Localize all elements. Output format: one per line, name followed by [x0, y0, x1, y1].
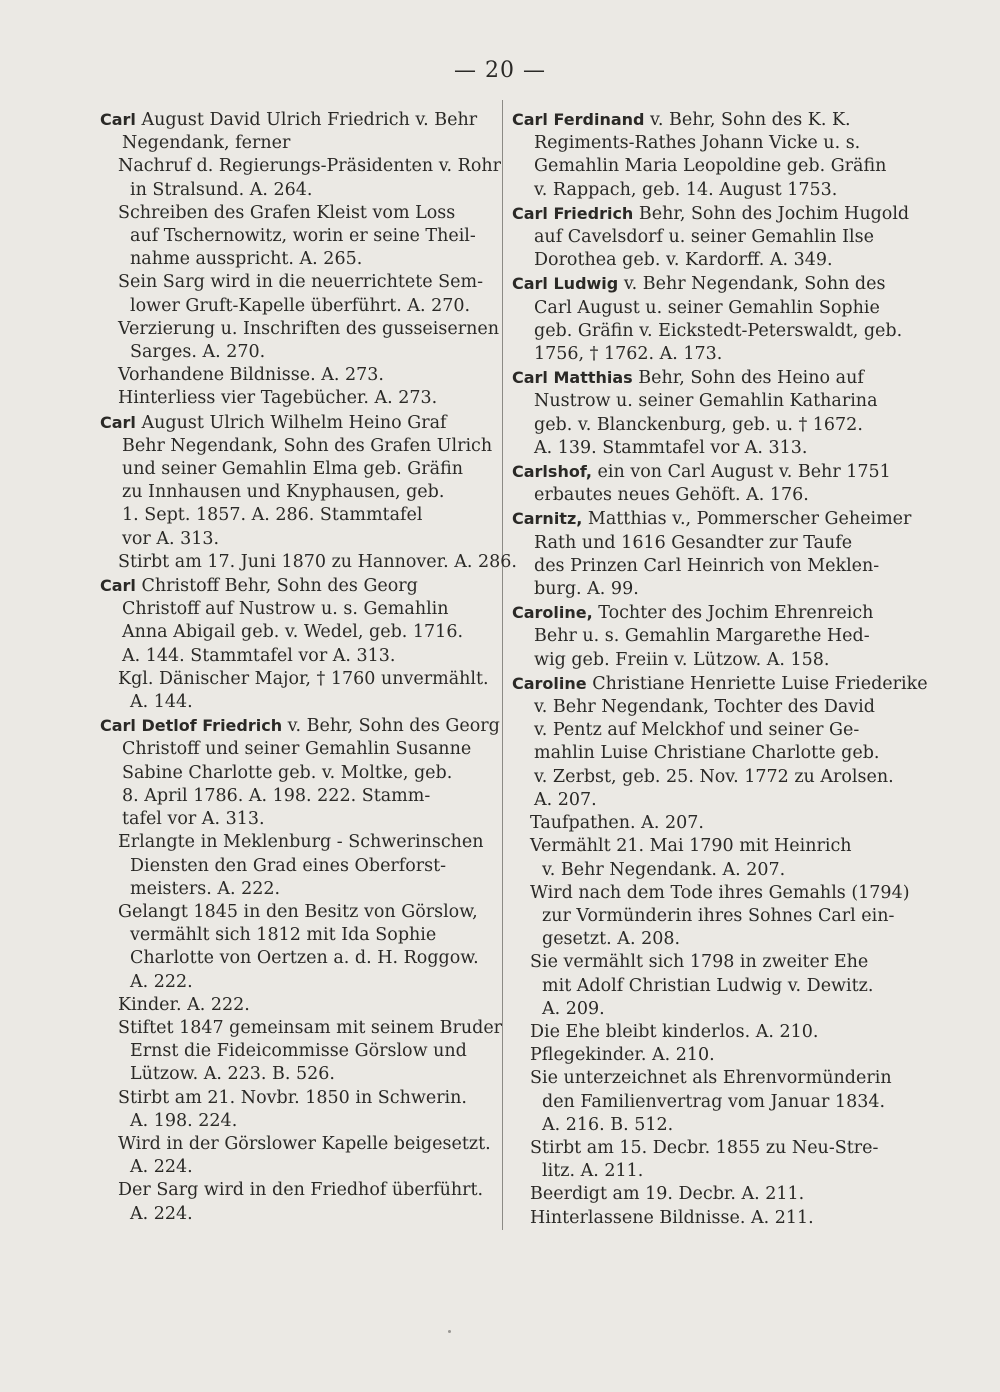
entry-continuation-line: Sabine Charlotte geb. v. Moltke, geb. — [122, 762, 453, 783]
sub-entry-line: Beerdigt am 19. Decbr. A. 211. — [530, 1184, 805, 1205]
entry-continuation-line: Christoff auf Nustrow u. s. Gemahlin — [122, 599, 449, 620]
sub-entry — [100, 271, 500, 317]
sub-entry-line: A. 224. — [130, 1157, 193, 1178]
sub-entry-line: Sein Sarg wird in die neuerrichtete Sem- — [118, 272, 484, 293]
entry-first-line — [512, 108, 932, 132]
entry-first-line — [512, 460, 932, 484]
entry-continuation-line: erbautes neues Gehöft. A. 176. — [534, 485, 809, 506]
entry-continuation-line: auf Cavelsdorf u. seiner Gemahlin Ilse — [534, 227, 874, 248]
sub-entry-line: Lützow. A. 223. B. 526. — [130, 1064, 335, 1085]
entry-continuation-line: tafel vor A. 313. — [122, 809, 265, 830]
sub-entry-line: Stiftet 1847 gemeinsam mit seinem Bruder — [118, 1017, 503, 1038]
sub-entry-line: Vermählt 21. Mai 1790 mit Heinrich — [530, 836, 852, 857]
sub-entry — [100, 387, 500, 410]
sub-entry-line: A. 198. 224. — [130, 1110, 238, 1131]
sub-entry-line: nahme ausspricht. A. 265. — [130, 249, 363, 270]
index-entry — [512, 202, 932, 273]
entry-headword: Carl — [100, 576, 136, 596]
entry-continuation-line: Behr Negendank, Sohn des Grafen Ulrich — [122, 435, 493, 456]
entry-continuation-line: A. 144. Stammtafel vor A. 313. — [122, 645, 396, 666]
index-entry — [512, 460, 932, 507]
sub-entry — [512, 1044, 932, 1067]
entry-continuation-line: A. 139. Stammtafel vor A. 313. — [534, 437, 808, 458]
index-entry — [100, 108, 500, 155]
entry-continuation-line: 8. April 1786. A. 198. 222. Stamm- — [122, 785, 431, 806]
sub-entry-line: Nachruf d. Regierungs-Präsidenten v. Rohr — [118, 156, 502, 177]
index-entry — [512, 672, 932, 812]
sub-entry-line: Kinder. A. 222. — [118, 994, 250, 1015]
sub-entry-line: Wird nach dem Tode ihres Gemahls (1794) — [530, 882, 910, 903]
entry-first-line — [512, 366, 932, 390]
sub-entry — [100, 668, 500, 714]
index-entry — [100, 574, 500, 668]
entry-continuation-line: geb. Gräfin v. Eickstedt-Peterswaldt, geb. — [534, 320, 903, 341]
sub-entry-line: Stirbt am 15. Decbr. 1855 zu Neu-Stre- — [530, 1137, 879, 1158]
sub-entry — [100, 831, 500, 901]
entry-continuation-line: mahlin Luise Christiane Charlotte geb. — [534, 743, 880, 764]
sub-entry — [512, 1207, 932, 1230]
sub-entry — [512, 1067, 932, 1137]
entry-first-line — [512, 272, 932, 296]
entry-headword: Carl — [100, 110, 136, 129]
entry-continuation-line: v. Behr Negendank, Tochter des David — [534, 697, 875, 718]
sub-entry-line: A. 144. — [130, 692, 193, 713]
sub-entry — [512, 835, 932, 881]
sub-entry-line: Stirbt am 17. Juni 1870 zu Hannover. A. 286. — [118, 551, 517, 572]
entry-continuation-line: und seiner Gemahlin Elma geb. Gräfin — [122, 459, 464, 480]
right-column — [512, 108, 932, 1230]
sub-entry-line: Ernst die Fideicommisse Görslow und — [130, 1041, 467, 1062]
entry-continuation-line: A. 207. — [534, 789, 597, 810]
sub-entry — [512, 882, 932, 952]
sub-entry-line: Schreiben des Grafen Kleist vom Loss — [118, 202, 456, 223]
sub-entry-line: Pflegekinder. A. 210. — [530, 1045, 715, 1066]
entry-continuation-line: Carl August u. seiner Gemahlin Sophie — [534, 297, 880, 318]
sub-entry-line: v. Behr Negendank. A. 207. — [542, 859, 786, 880]
sub-entry-line: Hinterliess vier Tagebücher. A. 273. — [118, 388, 438, 409]
entry-continuation-line: Rath und 1616 Gesandter zur Taufe — [534, 532, 853, 553]
entry-continuation-line: burg. A. 99. — [534, 579, 639, 600]
sub-entry — [100, 364, 500, 387]
sub-entry-line: Erlangte in Meklenburg - Schwerinschen — [118, 832, 484, 853]
sub-entry-line: meisters. A. 222. — [130, 878, 281, 899]
entry-continuation-line: zu Innhausen und Knyphausen, geb. — [122, 482, 445, 503]
sub-entry-line: auf Tschernowitz, worin er seine Theil- — [130, 226, 476, 247]
column-divider — [502, 100, 503, 1230]
sub-entry-line: in Stralsund. A. 264. — [130, 179, 313, 200]
entry-continuation-line: des Prinzen Carl Heinrich von Meklen- — [534, 555, 880, 576]
entry-headword: Carl Friedrich — [512, 203, 634, 223]
sub-entry — [100, 318, 500, 364]
entry-text: Behr, Sohn des Heino auf — [632, 368, 864, 389]
entry-first-line — [100, 574, 500, 598]
entry-text: Matthias v., Pommerscher Geheimer — [582, 509, 912, 530]
sub-entry-line: Sarges. A. 270. — [130, 342, 266, 363]
entry-continuation-line: Nustrow u. seiner Gemahlin Katharina — [534, 391, 878, 412]
entry-continuation-line: vor A. 313. — [122, 528, 220, 549]
sub-entry — [512, 812, 932, 835]
sub-entry-line: mit Adolf Christian Ludwig v. Dewitz. — [542, 975, 874, 996]
entry-first-line — [512, 601, 932, 625]
page-number: — 20 — — [454, 58, 546, 83]
entry-text: Tochter des Jochim Ehrenreich — [592, 603, 874, 624]
entry-continuation-line: Gemahlin Maria Leopoldine geb. Gräfin — [534, 156, 887, 177]
sub-entry — [100, 901, 500, 994]
entry-first-line — [100, 411, 500, 435]
sub-entry-line: zur Vormünderin ihres Sohnes Carl ein- — [542, 905, 895, 926]
sub-entry-line: Taufpathen. A. 207. — [530, 813, 704, 834]
sub-entry — [512, 1021, 932, 1044]
entry-headword: Carl Matthias — [512, 368, 633, 388]
entry-continuation-line: Behr u. s. Gemahlin Margarethe Hed- — [534, 626, 870, 647]
entry-headword: Carnitz, — [512, 509, 583, 529]
index-entry — [512, 108, 932, 202]
sub-entry — [100, 155, 500, 201]
entry-text: v. Behr, Sohn des Georg — [282, 716, 500, 737]
sub-entry-line: den Familienvertrag vom Januar 1834. — [542, 1091, 886, 1112]
entry-text: Christoff Behr, Sohn des Georg — [135, 576, 418, 597]
entry-headword: Carl Ludwig — [512, 274, 619, 294]
entry-headword: Carl Detlof Friedrich — [100, 716, 283, 736]
entry-first-line — [512, 672, 932, 696]
entry-continuation-line: Anna Abigail geb. v. Wedel, geb. 1716. — [122, 622, 464, 643]
sub-entry-line: gesetzt. A. 208. — [542, 929, 681, 950]
entry-text: ein von Carl August v. Behr 1751 — [591, 462, 891, 483]
entry-first-line — [100, 108, 500, 132]
entry-text: Behr, Sohn des Jochim Hugold — [633, 203, 910, 224]
entry-continuation-line: Negendank, ferner — [122, 133, 291, 154]
entry-continuation-line: v. Zerbst, geb. 25. Nov. 1772 zu Arolsen. — [534, 766, 894, 787]
sub-entry-line: lower Gruft-Kapelle überführt. A. 270. — [130, 295, 471, 316]
entry-headword: Carl Ferdinand — [512, 110, 645, 129]
sub-entry-line: Die Ehe bleibt kinderlos. A. 210. — [530, 1021, 819, 1042]
entry-text: v. Behr, Sohn des K. K. — [644, 110, 851, 130]
entry-continuation-line: Dorothea geb. v. Kardorff. A. 349. — [534, 250, 833, 271]
entry-text: Christiane Henriette Luise Friederike — [586, 673, 928, 694]
sub-entry-line: A. 209. — [542, 998, 605, 1019]
entry-continuation-line: Regiments-Rathes Johann Vicke u. s. — [534, 133, 861, 154]
entry-continuation-line: wig geb. Freiin v. Lützow. A. 158. — [534, 649, 830, 670]
sub-entry-line: Kgl. Dänischer Major, † 1760 unvermählt. — [118, 668, 489, 689]
entry-continuation-line: 1756, † 1762. A. 173. — [534, 344, 723, 365]
sub-entry-line: vermählt sich 1812 mit Ida Sophie — [130, 925, 437, 946]
sub-entry-line: Sie vermählt sich 1798 in zweiter Ehe — [530, 952, 869, 973]
index-entry — [512, 366, 932, 460]
entry-first-line — [512, 507, 932, 531]
sub-entry-line: A. 222. — [130, 971, 193, 992]
entry-first-line — [100, 714, 500, 738]
entry-headword: Caroline, — [512, 603, 593, 623]
entry-headword: Carl — [100, 412, 136, 432]
index-entry — [512, 272, 932, 366]
entry-text: August Ulrich Wilhelm Heino Graf — [135, 412, 447, 433]
print-speck — [448, 1330, 451, 1333]
entry-headword: Carlshof, — [512, 462, 592, 482]
entry-first-line — [512, 202, 932, 226]
sub-entry-line: Vorhandene Bildnisse. A. 273. — [118, 365, 384, 386]
entry-continuation-line: v. Rappach, geb. 14. August 1753. — [534, 179, 838, 200]
sub-entry-line: litz. A. 211. — [542, 1161, 644, 1182]
index-entry — [100, 714, 500, 831]
sub-entry — [100, 1133, 500, 1179]
sub-entry-line: Charlotte von Oertzen a. d. H. Roggow. — [130, 948, 479, 969]
left-column — [100, 108, 517, 1226]
entry-continuation-line: geb. v. Blanckenburg, geb. u. † 1672. — [534, 414, 863, 435]
index-entry — [512, 601, 932, 672]
sub-entry-line: Stirbt am 21. Novbr. 1850 in Schwerin. — [118, 1087, 467, 1108]
sub-entry-line: Gelangt 1845 in den Besitz von Görslow, — [118, 901, 478, 922]
sub-entry — [100, 1017, 503, 1087]
sub-entry-line: Verzierung u. Inschriften des gusseisernen — [118, 318, 499, 339]
index-entry — [512, 507, 932, 601]
sub-entry-line: Der Sarg wird in den Friedhof überführt. — [118, 1180, 484, 1201]
entry-text: v. Behr Negendank, Sohn des — [618, 274, 886, 295]
entry-continuation-line: Christoff und seiner Gemahlin Susanne — [122, 739, 472, 760]
entry-continuation-line: v. Pentz auf Melckhof und seiner Ge- — [534, 720, 860, 741]
entry-headword: Caroline — [512, 673, 587, 693]
sub-entry-line: Diensten den Grad eines Oberforst- — [130, 855, 447, 876]
sub-entry — [100, 1087, 500, 1133]
sub-entry — [100, 202, 500, 272]
sub-entry-line: A. 224. — [130, 1203, 193, 1224]
entry-continuation-line: 1. Sept. 1857. A. 286. Stammtafel — [122, 505, 423, 526]
sub-entry — [100, 551, 517, 574]
sub-entry-line: Sie unterzeichnet als Ehrenvormünderin — [530, 1068, 892, 1089]
entry-text: August David Ulrich Friedrich v. Behr — [135, 110, 478, 130]
sub-entry — [512, 1137, 932, 1183]
sub-entry-line: Hinterlassene Bildnisse. A. 211. — [530, 1207, 814, 1228]
sub-entry — [512, 1183, 932, 1206]
sub-entry-line: Wird in der Görslower Kapelle beigesetzt. — [118, 1133, 491, 1154]
index-entry — [100, 411, 500, 551]
sub-entry — [100, 994, 500, 1017]
sub-entry-line: A. 216. B. 512. — [542, 1114, 674, 1135]
sub-entry — [100, 1179, 500, 1225]
sub-entry — [512, 951, 932, 1021]
